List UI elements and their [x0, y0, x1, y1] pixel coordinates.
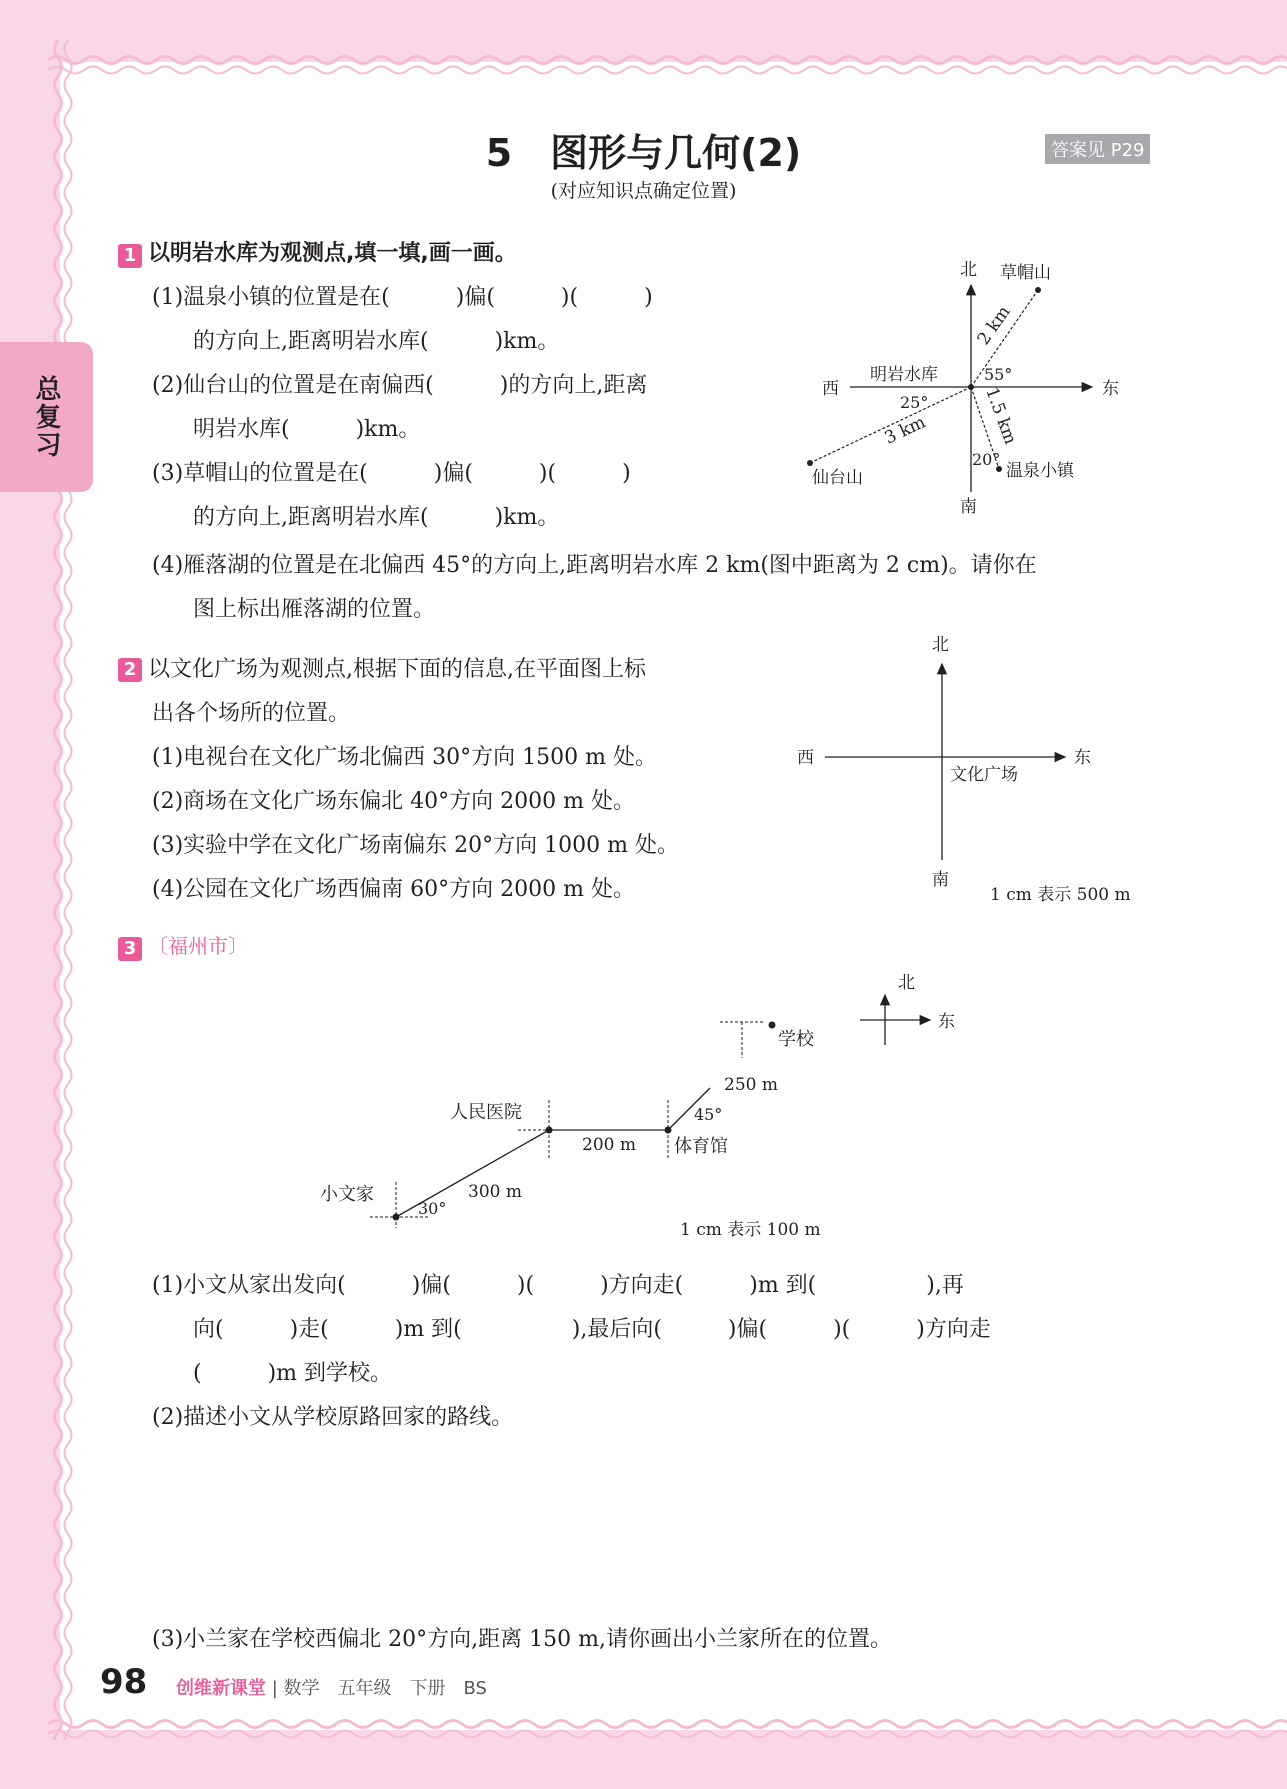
- q1-line: (1)温泉小镇的位置是在( )偏( )( ): [152, 285, 653, 310]
- q1-heading-text: 以明岩水库为观测点,填一填,画一画。: [148, 241, 517, 266]
- q2-line: 出各个场所的位置。: [152, 701, 351, 726]
- q2-line: (1)电视台在文化广场北偏西 30°方向 1500 m 处。: [152, 745, 657, 770]
- label-distance-2: 200 m: [582, 1135, 636, 1155]
- label-stadium: 体育馆: [674, 1136, 728, 1157]
- label-west: 西: [797, 748, 814, 768]
- compass-label-north: 北: [898, 973, 915, 993]
- q1-line: (4)雁落湖的位置是在北偏西 45°的方向上,距离明岩水库 2 km(图中距离为 2 cm)。请你在: [152, 553, 1037, 578]
- label-distance-1: 300 m: [468, 1182, 522, 1202]
- section-tab: [0, 342, 93, 492]
- q1-number-badge: 1: [118, 244, 142, 268]
- q1-line: 明岩水库( )km。: [193, 417, 421, 442]
- footer-brand: 创维新课堂: [176, 1678, 266, 1699]
- label-distance-3: 250 m: [724, 1075, 778, 1095]
- q2-line: 以文化广场为观测点,根据下面的信息,在平面图上标: [148, 657, 646, 682]
- q3-line: ( )m 到学校。: [193, 1361, 393, 1386]
- q3-line: 向( )走( )m 到( ),最后向( )偏( )( )方向走: [193, 1317, 991, 1342]
- q1-line: (3)草帽山的位置是在( )偏( )( ): [152, 461, 631, 486]
- label-north: 北: [932, 635, 949, 655]
- caomao-point: [1035, 287, 1041, 293]
- q2-line: (2)商场在文化广场东偏北 40°方向 2000 m 处。: [152, 789, 635, 814]
- label-east: 东: [1074, 748, 1091, 768]
- q2-line: (4)公园在文化广场西偏南 60°方向 2000 m 处。: [152, 877, 635, 902]
- q2-heading: [118, 652, 646, 683]
- school-point: [769, 1022, 776, 1029]
- label-angle-stadium: 45°: [694, 1105, 723, 1124]
- label-angle-wenquan: 20°: [972, 450, 1001, 469]
- answer-reference-badge: 答案见 P29: [1045, 134, 1150, 164]
- label-dist-wenquan: 1.5 km: [981, 384, 1021, 448]
- wavy-border-top: [48, 44, 1287, 84]
- compass-label-east: 东: [938, 1012, 955, 1032]
- q3-line: (2)描述小文从学校原路回家的路线。: [152, 1405, 514, 1430]
- label-school: 学校: [778, 1029, 814, 1050]
- route-segment-home-hospital: [396, 1130, 549, 1217]
- label-west: 西: [822, 379, 839, 399]
- label-north: 北: [960, 260, 977, 280]
- q2-number-badge: 2: [118, 658, 142, 682]
- q2-line: (3)实验中学在文化广场南偏东 20°方向 1000 m 处。: [152, 833, 679, 858]
- label-home: 小文家: [320, 1184, 374, 1205]
- label-center: 文化广场: [950, 765, 1018, 785]
- center-point: [968, 384, 974, 390]
- label-south: 南: [932, 870, 949, 890]
- scale-note: 1 cm 表示 100 m: [680, 1220, 821, 1240]
- page-subtitle: (对应知识点确定位置): [550, 180, 737, 202]
- label-angle-caomao: 55°: [984, 365, 1013, 384]
- label-xiantai: 仙台山: [812, 468, 863, 488]
- q3-line: (1)小文从家出发向( )偏( )( )方向走( )m 到( ),再: [152, 1273, 964, 1298]
- wavy-border-bottom: [48, 1710, 1287, 1750]
- q3-route-diagram: [300, 960, 1000, 1250]
- q2-plan-diagram: [790, 630, 1150, 910]
- q3-line: (3)小兰家在学校西偏北 20°方向,距离 150 m,请你画出小兰家所在的位置。: [152, 1627, 892, 1652]
- section-tab-label: 总复习: [31, 375, 61, 459]
- footer-info: 创维新课堂 | 数学 五年级 下册 BS: [176, 1678, 487, 1699]
- q1-line: 的方向上,距离明岩水库( )km。: [193, 505, 560, 530]
- label-hospital: 人民医院: [450, 1102, 522, 1123]
- label-east: 东: [1102, 379, 1119, 399]
- label-center: 明岩水库: [870, 365, 938, 385]
- label-wenquan: 温泉小镇: [1006, 461, 1074, 481]
- wavy-border-left: [48, 40, 78, 1740]
- q1-direction-diagram: [800, 250, 1130, 530]
- footer-meta: 数学 五年级 下册 BS: [283, 1678, 487, 1699]
- q3-source-tag: 〔福州市〕: [148, 934, 248, 958]
- label-dist-xiantai: 3 km: [881, 412, 929, 449]
- xiantai-point: [807, 460, 813, 466]
- page-title: 5 图形与几何(2): [485, 131, 802, 175]
- label-angle-home: 30°: [418, 1199, 447, 1218]
- q1-line: 图上标出雁落湖的位置。: [193, 597, 436, 622]
- q3-number-badge: 3: [118, 937, 142, 961]
- scale-note: 1 cm 表示 500 m: [990, 885, 1131, 905]
- q1-line: (2)仙台山的位置是在南偏西( )的方向上,距离: [152, 373, 648, 398]
- page-number: 98: [100, 1662, 148, 1702]
- q1-line: 的方向上,距离明岩水库( )km。: [193, 329, 560, 354]
- q1-heading: [118, 236, 517, 268]
- label-angle-xiantai: 25°: [900, 393, 929, 412]
- label-south: 南: [960, 497, 977, 517]
- label-caomao: 草帽山: [1000, 263, 1051, 283]
- q3-heading: [118, 930, 248, 961]
- label-dist-caomao: 2 km: [973, 302, 1015, 349]
